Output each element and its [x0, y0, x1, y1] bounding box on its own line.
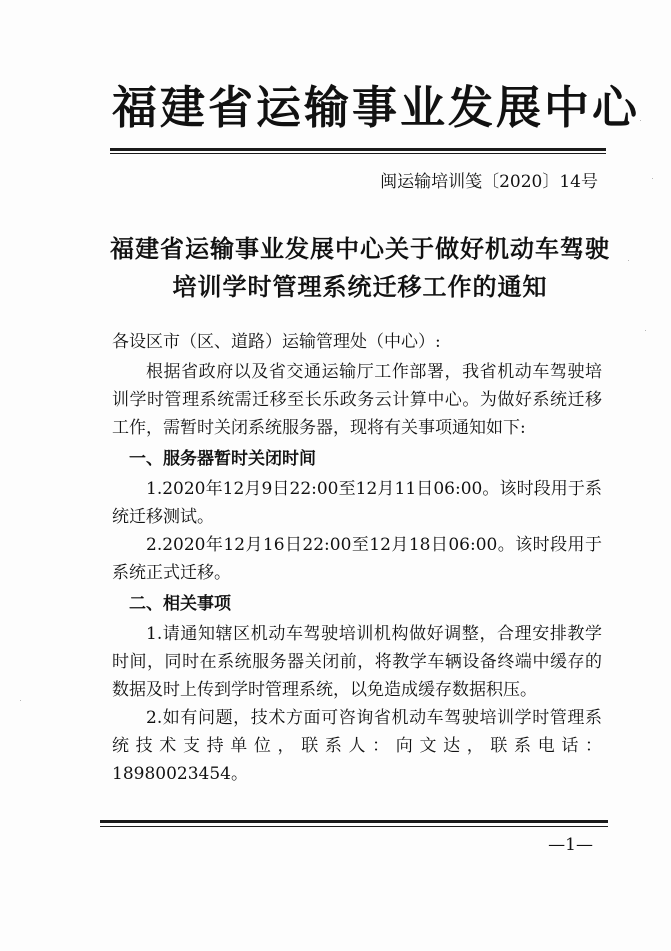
- organization-letterhead: 福建省运输事业发展中心: [112, 81, 641, 134]
- notice-title-line-2: 培训学时管理系统迁移工作的通知: [172, 272, 548, 301]
- scan-speckle: [20, 700, 21, 701]
- intro-paragraph: 根据省政府以及省交通运输厅工作部署，我省机动车驾驶培训学时管理系统需迁移至长乐政务云计算中心。为做好系统迁移工作，需暂时关闭系统服务器，现将有关事项通知如下:: [112, 362, 602, 438]
- page-number: —1—: [548, 835, 593, 855]
- notice-title: [100, 230, 620, 306]
- section-2-item-2: 2.如有问题，技术方面可咨询省机动车驾驶培训学时管理系统技术支持单位，联系人：向文达，联系电话：18980023454。: [112, 708, 602, 784]
- section-1-item-2: 2.2020年12月16日22:00至12月18日06:00。该时段用于系统正式迁移。: [112, 535, 602, 583]
- section-2-item-1: 1.请通知辖区机动车驾驶培训机构做好调整，合理安排教学时间，同时在系统服务器关闭前，将教学车辆设备终端中缓存的数据及时上传到学时管理系统，以免造成缓存数据积压。: [112, 624, 602, 700]
- document-number: 闽运输培训笺〔2020〕14号: [380, 172, 598, 192]
- section-2-heading: 二、相关事项: [129, 594, 231, 614]
- notice-body: [112, 328, 602, 788]
- scan-speckle: [652, 178, 653, 179]
- footer-rule-thick: [100, 820, 608, 823]
- scan-speckle: [640, 120, 641, 121]
- footer-rule-thin: [100, 826, 608, 827]
- letterhead-rule-thick: [110, 148, 606, 151]
- notice-title-line-1: 福建省运输事业发展中心关于做好机动车驾驶: [110, 234, 610, 263]
- section-1-heading: 一、服务器暂时关闭时间: [129, 449, 316, 469]
- scan-speckle: [628, 260, 629, 261]
- section-1-item-1: 1.2020年12月9日22:00至12月11日06:00。该时段用于系统迁移测试。: [112, 479, 602, 527]
- scan-speckle: [645, 330, 646, 331]
- letterhead-rule-thin: [110, 153, 606, 154]
- salutation: 各设区市（区、道路）运输管理处（中心）:: [112, 332, 441, 352]
